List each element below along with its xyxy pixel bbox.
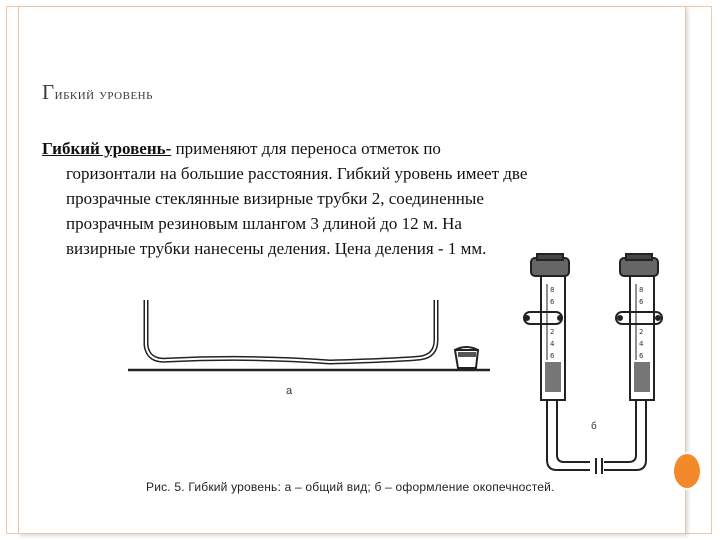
body-line-3: прозрачные стеклянные визирные трубки 2, соединенные bbox=[66, 189, 484, 208]
figure-b-left-tube bbox=[524, 254, 590, 470]
body-line-5: визирные трубки нанесены деления. Цена деления - 1 мм. bbox=[66, 239, 487, 258]
figure-caption: Рис. 5. Гибкий уровень: а – общий вид; б – оформление окопечностей. bbox=[146, 480, 555, 494]
svg-text:4: 4 bbox=[550, 340, 555, 348]
svg-text:4: 4 bbox=[639, 340, 644, 348]
figure-b-right-tube bbox=[596, 254, 662, 474]
svg-text:2: 2 bbox=[550, 328, 555, 336]
body-line-4: прозрачным резиновым шлангом 3 длиной до 12 м. На bbox=[66, 214, 462, 233]
title-first-letter: Г bbox=[42, 80, 55, 104]
svg-text:6: 6 bbox=[550, 352, 555, 360]
body-line-2: горизонтали на большие расстояния. Гибкий уровень имеет две bbox=[66, 164, 528, 183]
figure-label-b: б bbox=[591, 421, 597, 432]
figure-label-a: а bbox=[286, 385, 293, 397]
svg-text:6: 6 bbox=[550, 298, 555, 306]
svg-text:2: 2 bbox=[639, 328, 644, 336]
svg-text:6: 6 bbox=[639, 352, 644, 360]
figure-a-general-view bbox=[128, 300, 490, 370]
svg-text:6: 6 bbox=[639, 298, 644, 306]
body-lead-term: Гибкий уровень- bbox=[42, 139, 172, 158]
svg-text:8: 8 bbox=[550, 286, 555, 294]
title-rest: ибкий уровень bbox=[54, 86, 153, 103]
body-line-1: применяют для переноса отметок по bbox=[171, 139, 441, 158]
svg-text:8: 8 bbox=[639, 286, 644, 294]
